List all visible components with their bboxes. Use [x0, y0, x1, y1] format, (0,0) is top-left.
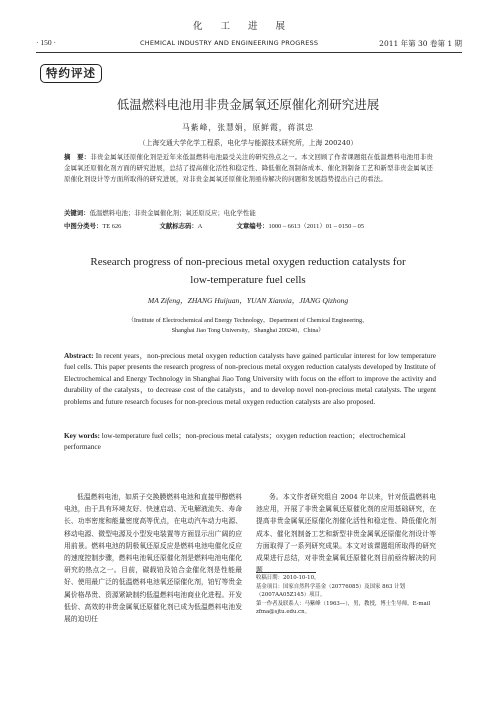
article-number-label: 文章编号：	[236, 222, 269, 230]
article-number: 1000 – 6613（2011）01 – 0150 – 05	[268, 223, 365, 230]
journal-name-zh: 化工进展	[192, 21, 303, 32]
keywords-en	[64, 430, 436, 453]
authors-zh: 马紫峰，张慧娟，原鲜霞，蒋淇忠	[182, 123, 314, 132]
keywords-zh	[64, 208, 434, 219]
title-en	[0, 253, 496, 289]
keywords-zh-label: 关键词：	[64, 209, 90, 217]
abstract-en	[64, 350, 436, 407]
abstract-en-text: In recent years，non-precious metal oxygen reduction catalysts have gained particular interest for low temperature fuel cells. This paper presents the research progress of non-precious metal oxygen reduction catalysts developed by Institute of Electrochemical and Energy Technology in Shanghai Jiao Tong University with focus on the effort to improve the activity and durability of the catalysts，to decrease cost of the catalysts，and to develop novel non-precious metal catalysts. The urgent problems and future research focuses for non-precious metal oxygen reduction catalysts are also proposed.	[64, 351, 436, 406]
clc-label: 中图分类号：	[64, 222, 103, 230]
running-header	[36, 36, 462, 53]
issue-info: 2011 年第 30 卷第 1 期	[379, 39, 462, 48]
section-tag: 特约评述	[40, 64, 102, 83]
page-number: · 150 ·	[36, 38, 56, 47]
abstract-zh-label: 摘 要：	[64, 153, 91, 161]
footnote-fund: 基金项目：国家自然科学基金（20776085）及国家 863 计划（2007AA05Z145）项目。	[256, 583, 405, 599]
affiliation-en-line2: Shanghai Jiao Tong University，Shanghai 200240，China）	[171, 327, 325, 334]
doc-code-label: 文献标志码：	[159, 222, 198, 230]
abstract-zh	[64, 152, 434, 185]
keywords-en-label: Key words:	[64, 431, 100, 440]
footnotes	[256, 574, 436, 617]
body-text-left-column: 低温燃料电池，如质子交换膜燃料电池和直接甲醇燃料电池，由于具有环境友好、快速启动、无电解液流失、寿命长、功率密度和能量密度高等优点，在电动汽车动力电源、移动电源、微型电源及小型发电装置等方面显示出广阔的应用前景。燃料电池的阴极氧还原反应是燃料电池电催化反应的速度控制步骤，燃料电池氧还原催化剂是燃料电池电催化研究的热点之一。目前，碳载铂及铂合金催化剂是性能最好、使用最广泛的低温燃料电池氧还原催化剂，铂钌等贵金属价格昂贵、资源紧缺制约低温燃料电池商业化进程。开发低价、高效的非贵金属氧还原催化剂已成为低温燃料电池发展的迫切任	[64, 493, 242, 624]
journal-name-en: CHEMICAL INDUSTRY AND ENGINEERING PROGRESS	[140, 39, 319, 47]
affiliation-en	[0, 316, 496, 336]
clc-number: TE 626	[102, 223, 122, 230]
keywords-en-text: low-temperature fuel cells；non-precious metal catalysts；oxygen reduction reaction；electrochemical performance	[64, 431, 406, 452]
abstract-zh-text: 非贵金属氧还原催化剂是近年来低温燃料电池最受关注的研究热点之一。本文回顾了作者课题组在低温燃料电池用非贵金属氧还原催化剂方面的研究进展，总结了提高催化活性和稳定性、降低催化剂制备成本、催化剂制备工艺和新型非贵金属氧还原催化剂设计等方面所取得的研究进展，对非贵金属氧还原催化剂亟待解决的问题和发展趋势提出自己的看法。	[64, 153, 434, 183]
footnote-author: 第一作者及联系人：马紫峰（1963—），男，教授，博士生导师。E-mail zfma@sjtu.edu.cn。	[256, 600, 431, 616]
authors-en: MA Zifeng，ZHANG Huijuan，YUAN Xianxia，JIANG Qizhong	[147, 296, 349, 305]
footnote-divider	[256, 572, 316, 573]
doc-code: A	[197, 223, 203, 230]
title-zh: 低温燃料电池用非贵金属氧还原催化剂研究进展	[116, 97, 380, 112]
abstract-en-label: Abstract:	[64, 351, 94, 360]
affiliation-zh: （上海交通大学化学工程系，电化学与能源技术研究所，上海 200240）	[138, 139, 358, 147]
body-text-right-column: 务。本文作者研究组自 2004 年以来，针对低温燃料电池应用，开展了非贵金属氧还原催化剂的应用基础研究，在提高非贵金属氧还原催化剂催化活性和稳定性、降低催化剂成本、催化剂制备工艺和新型非贵金属氧还原催化剂设计等方面取得了一系列研究成果。本文对该课题组所取得的研究成果进行总结，对非贵金属氧还原催化剂目前亟待解决的问题	[256, 493, 436, 575]
title-en-line1: Research progress of non-precious metal oxygen reduction catalysts for	[90, 256, 406, 268]
title-en-line2: low-temperature fuel cells	[190, 274, 306, 286]
classification-line	[64, 221, 434, 232]
keywords-zh-text: 低温燃料电池；非贵金属催化剂；氧还原反应；电化学性能	[89, 209, 256, 217]
affiliation-en-line1: （Institute of Electrochemical and Energy Technology，Department of Chemical Engineering，	[127, 317, 369, 324]
footnote-received: 收稿日期：2010-10-10。	[256, 575, 320, 581]
